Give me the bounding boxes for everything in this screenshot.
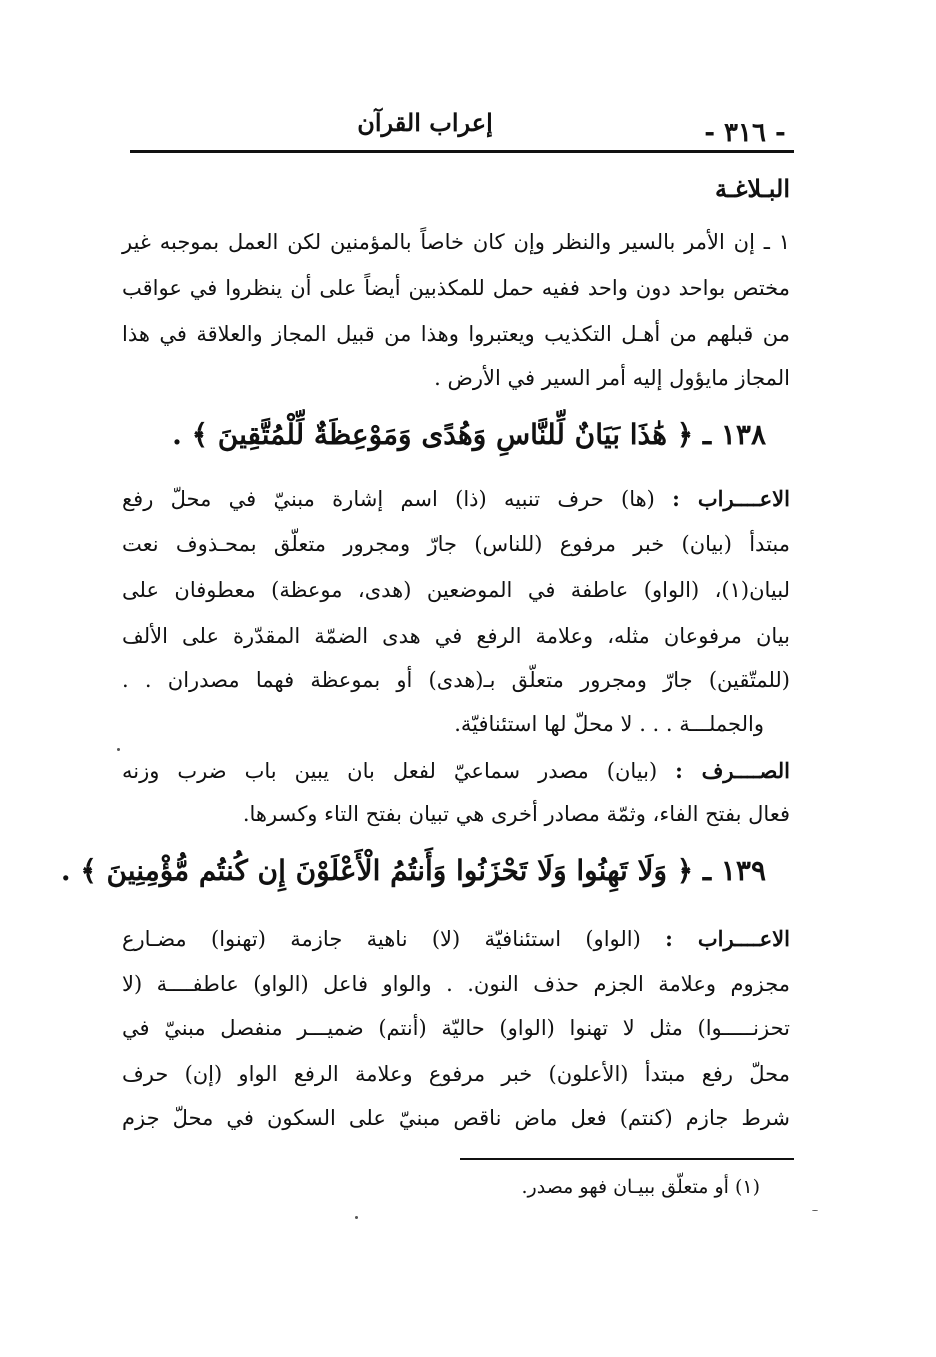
- jumla-line: والجملـــة . . . لا محلّ لها استئنافيّة.: [454, 712, 764, 736]
- irab-139-line: تحزنـــــوا) مثل لا تهنوا (الواو) حاليّة (أنتم) ضميـــر منفصل مبنيّ في: [122, 1016, 790, 1040]
- running-header-title: إعراب القرآن: [357, 108, 493, 137]
- header-rule: [130, 150, 794, 153]
- verse-138: ١٣٨ ـ ﴿ هَٰذَا بَيَانٌ لِّلنَّاسِ وَهُدًى وَمَوْعِظَةٌ لِّلْمُتَّقِينَ ﴾ .: [172, 418, 766, 451]
- balagha-line: من قبلهم من أهـل التكذيب ويعتبروا وهذا من قبيل المجاز والعلاقة في هذا: [122, 322, 790, 346]
- footnote-rule: [460, 1158, 794, 1160]
- irab-138-line: لبيان(١)، (الواو) عاطفة في الموضعين (هدى، موعظة) معطوفان على: [122, 578, 790, 602]
- balagha-line: ١ ـ إن الأمر بالسير والنظر وإن كان خاصاً بالمؤمنين لكن العمل بموجبه غير: [122, 230, 790, 254]
- irab-label: الاعــــراب :: [665, 926, 790, 951]
- sarf-label: الصــــرف :: [675, 758, 790, 783]
- irab-139-line: شرط جازم (كنتم) فعل ماض ناقص مبنيّ على السكون في محلّ جزم: [122, 1106, 790, 1130]
- irab-139-line: محلّ رفع مبتدأ (الأعلون) خبر مرفوع وعلامة الرفع الواو (إن) حرف: [122, 1062, 790, 1086]
- irab-label: الاعــــراب :: [672, 486, 790, 511]
- scan-speck: [812, 1210, 818, 1211]
- sarf-138-text: (بيان) مصدر سماعيّ لفعل بان يبين باب ضرب وزنه: [122, 759, 676, 783]
- irab-138-text: (ها) حرف تنبيه (ذا) اسم إشارة مبنيّ في محلّ رفع: [122, 487, 673, 511]
- verse-139: ١٣٩ ـ ﴿ وَلَا تَهِنُوا وَلَا تَحْزَنُوا وَأَنتُمُ الْأَعْلَوْنَ إِن كُنتُم مُّؤْمِنِينَ ﴾ .: [60, 854, 766, 887]
- scan-speck: [117, 748, 120, 751]
- irab-138-line: (للمتّقين) جارّ ومجرور متعلّق بـ(هدى) أو بموعظة فهما مصدران . .: [122, 668, 790, 692]
- sarf-138-line: فعال بفتح الفاء، وثمّة مصادر أخرى هي تبيان بفتح التاء وكسرها.: [242, 802, 790, 826]
- irab-138-line: مبتدأ (بيان) خبر مرفوع (للناس) جارّ ومجرور متعلّق بمحـذوف نعت: [122, 532, 790, 556]
- scan-speck: [355, 1216, 358, 1219]
- irab-139-line: مجزوم وعلامة الجزم حذف النون. . والواو فاعل (الواو) عاطفــــة (لا: [122, 972, 790, 996]
- footnote: (١) أو متعلّق ببيـان فهو مصدر.: [521, 1176, 760, 1198]
- balagha-heading: البـلاغـة: [714, 174, 790, 203]
- irab-138-line: [122, 486, 790, 511]
- irab-138-line: بيان مرفوعان مثله، وعلامة الرفع في هدى الضمّة المقدّرة على الألف: [122, 624, 790, 648]
- page-number: - ٣١٦ -: [704, 118, 786, 148]
- irab-139-text: (الواو) استئنافيّة (لا) ناهية جازمة (تهنوا) مضـارع: [122, 927, 666, 951]
- balagha-line: المجاز مايؤول إليه أمر السير في الأرض .: [434, 366, 790, 390]
- sarf-138-line: [122, 758, 790, 783]
- balagha-line: مختص بواحد دون واحد ففيه حمل للمكذبين أيضاً على أن ينظروا في عواقب: [122, 276, 790, 300]
- irab-139-line: [122, 926, 790, 951]
